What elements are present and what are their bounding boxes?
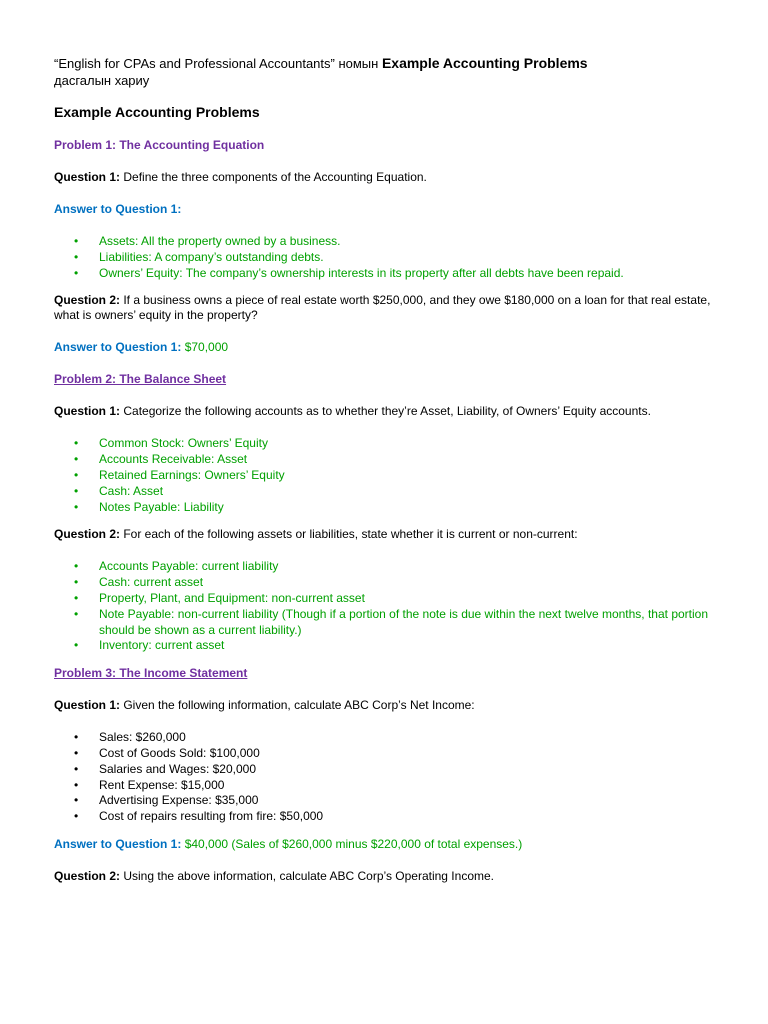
- question-text: If a business owns a piece of real estate worth $250,000, and they owe $180,000 on a loan for that real estate, what is owners’ equity in the property?: [54, 293, 711, 323]
- list-item: • Cash: current asset: [54, 575, 714, 591]
- list-item: • Inventory: current asset: [54, 638, 714, 654]
- answer-text: $70,000: [181, 340, 229, 355]
- problem-2-question-2: [54, 527, 714, 542]
- problem-3-question-1: [54, 698, 714, 713]
- question-label: Question 1:: [54, 170, 121, 184]
- list-item: • Notes Payable: Liability: [54, 500, 714, 516]
- problem-2-question-2-list: [54, 559, 714, 654]
- question-label: Question 2:: [54, 293, 121, 308]
- problem-1-question-2: [54, 293, 714, 323]
- question-label: Question 2:: [54, 527, 121, 542]
- question-text: Using the above information, calculate ABC Corp’s Operating Income.: [120, 868, 494, 883]
- list-item: • Property, Plant, and Equipment: non-current asset: [54, 591, 714, 607]
- list-item: • Cost of repairs resulting from fire: $50,000: [54, 809, 714, 825]
- problem-1-question-1: [54, 170, 714, 185]
- list-item: • Assets: All the property owned by a business.: [54, 234, 714, 250]
- problem-2-heading-text: Problem 2: The Balance Sheet: [54, 372, 227, 387]
- problem-3-question-1-list: [54, 730, 714, 825]
- problem-2-question-1-list: [54, 436, 714, 515]
- problem-1-answer-2: [54, 340, 714, 355]
- problem-3-answer-1: [54, 837, 714, 852]
- problem-1-answer-1-label: Answer to Question 1:: [54, 202, 182, 216]
- document-page: [54, 55, 714, 884]
- list-item: • Note Payable: non-current liability (Though if a portion of the note is due within the next twelve months, that portion should be shown as a current liability.): [54, 607, 714, 639]
- answer-text: $40,000 (Sales of $260,000 minus $220,000 of total expenses.): [181, 836, 523, 851]
- problem-3-question-2: [54, 869, 714, 884]
- question-label: Question 2:: [54, 868, 121, 883]
- list-item: • Advertising Expense: $35,000: [54, 793, 714, 809]
- intro-bold-title: Example Accounting Problems: [381, 55, 588, 71]
- question-label: Question 1:: [54, 404, 121, 419]
- question-text: For each of the following assets or liabilities, state whether it is current or non-current:: [120, 527, 578, 542]
- list-item: • Owners’ Equity: The company’s ownership interests in its property after all debts have been repaid.: [54, 266, 714, 282]
- question-label: Question 1:: [54, 698, 121, 713]
- problem-1-answer-1-list: [54, 234, 714, 281]
- list-item: • Accounts Receivable: Asset: [54, 452, 714, 468]
- problem-3-heading-text: Problem 3: The Income Statement: [54, 666, 248, 681]
- intro-prefix: “English for CPAs and Professional Accountants” номын: [54, 56, 382, 71]
- problem-3-heading: [54, 666, 714, 681]
- question-text: Given the following information, calculate ABC Corp’s Net Income:: [120, 698, 475, 713]
- list-item: • Retained Earnings: Owners’ Equity: [54, 468, 714, 484]
- intro-line: [54, 55, 714, 72]
- list-item: • Cost of Goods Sold: $100,000: [54, 746, 714, 762]
- answer-label: Answer to Question 1:: [54, 836, 182, 851]
- question-text: Categorize the following accounts as to whether they’re Asset, Liability, of Owners’ Equity accounts.: [120, 404, 651, 419]
- list-item: • Liabilities: A company’s outstanding debts.: [54, 250, 714, 266]
- list-item: • Common Stock: Owners’ Equity: [54, 436, 714, 452]
- list-item: • Sales: $260,000: [54, 730, 714, 746]
- problem-1-heading: Problem 1: The Accounting Equation: [54, 138, 265, 152]
- problem-2-question-1: [54, 404, 714, 419]
- list-item: • Rent Expense: $15,000: [54, 778, 714, 794]
- intro-line-2: дасгалын хариу: [54, 73, 150, 88]
- list-item: • Cash: Asset: [54, 484, 714, 500]
- answer-label: Answer to Question 1:: [54, 340, 182, 355]
- problem-2-heading: [54, 372, 714, 387]
- document-title: Example Accounting Problems: [54, 104, 260, 120]
- list-item: • Salaries and Wages: $20,000: [54, 762, 714, 778]
- question-text: Define the three components of the Accounting Equation.: [120, 170, 427, 184]
- list-item: • Accounts Payable: current liability: [54, 559, 714, 575]
